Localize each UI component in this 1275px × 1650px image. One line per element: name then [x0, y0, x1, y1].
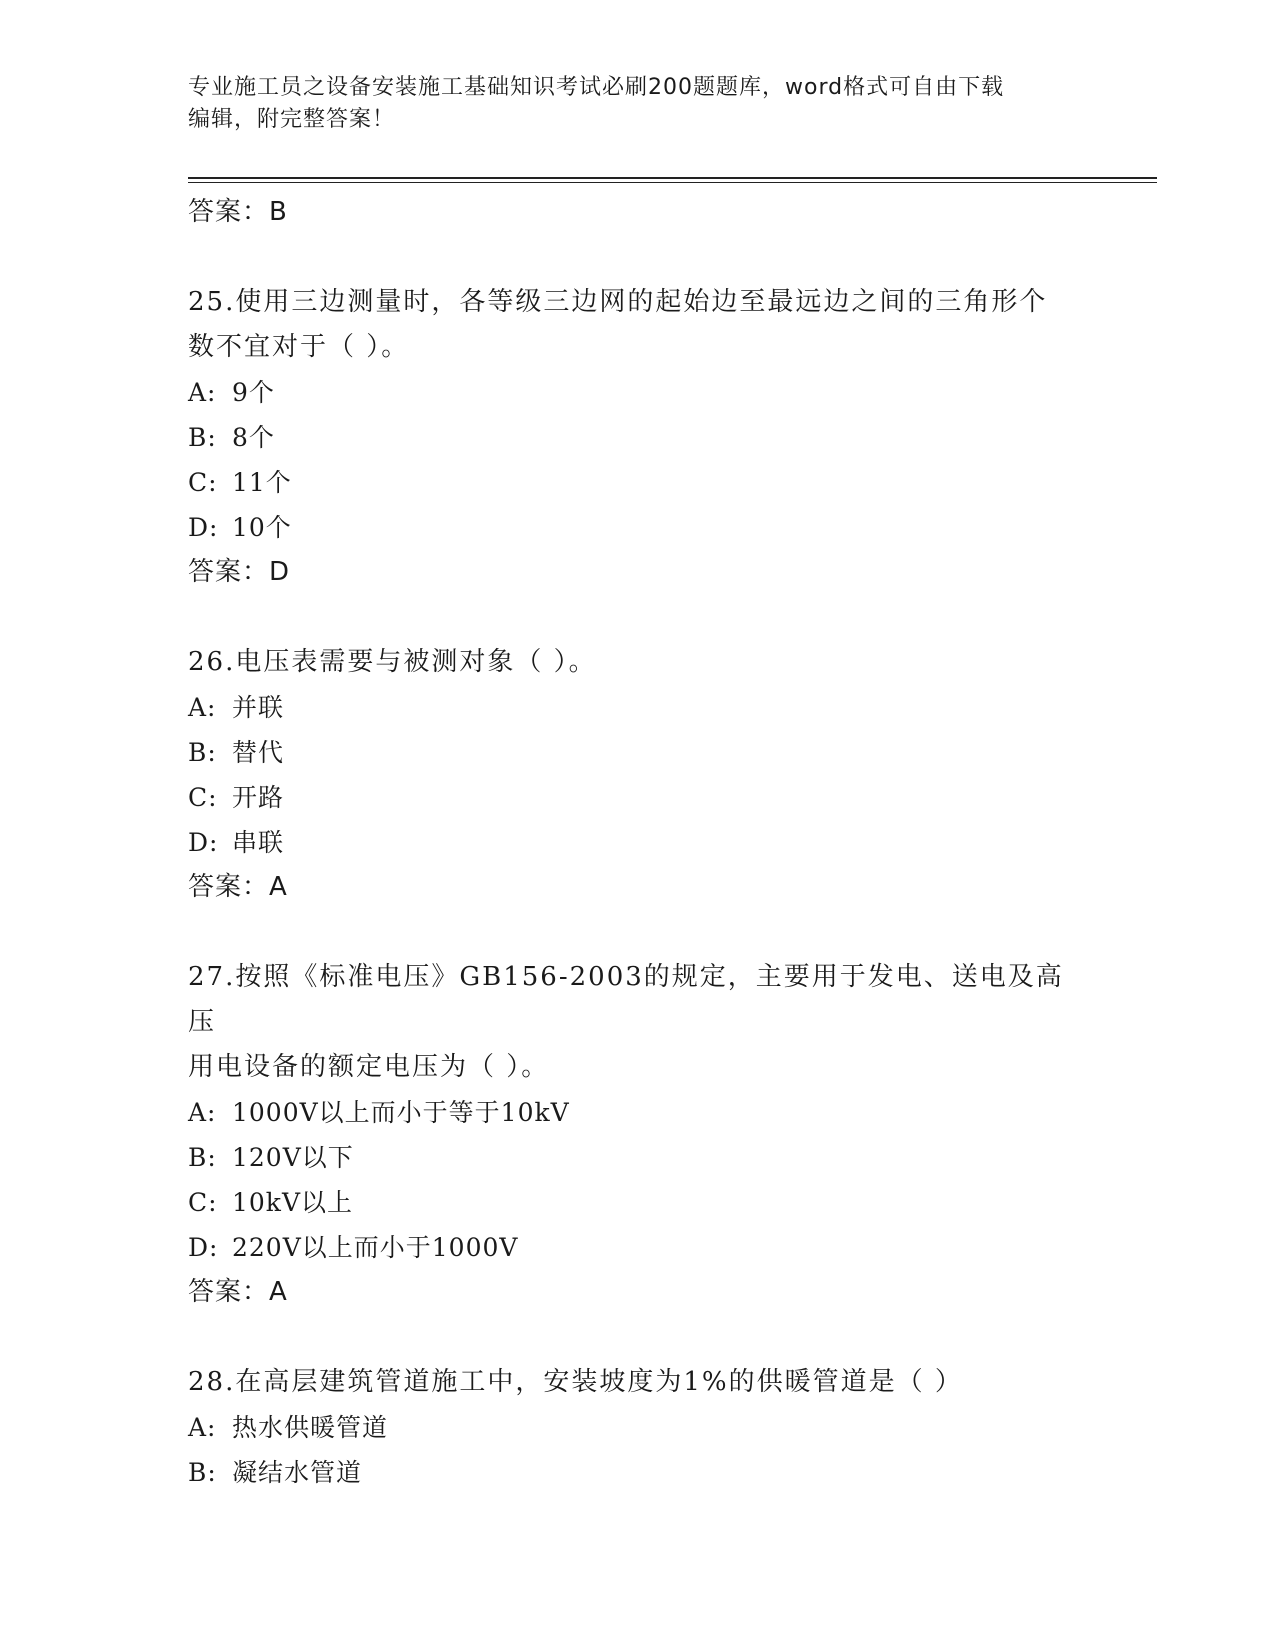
- option-text: 凝结水管道: [232, 1458, 363, 1487]
- question-text-line: 27.按照《标准电压》GB156-2003的规定，主要用于发电、送电及高压: [188, 962, 1064, 1037]
- option-text: 120V以下: [232, 1143, 354, 1172]
- option-key: B:: [188, 738, 217, 767]
- answer-line: 答案：D: [188, 557, 291, 587]
- option-text: 开路: [232, 783, 285, 812]
- question-list: [188, 190, 1088, 1495]
- option-key: C:: [188, 1188, 218, 1217]
- option-text: 8个: [232, 423, 275, 452]
- header-line-2: 编辑，附完整答案！: [188, 107, 396, 132]
- option-c: [188, 775, 1088, 820]
- option-d: [188, 505, 1088, 550]
- option-text: 11个: [232, 468, 292, 497]
- option-key: C:: [188, 468, 218, 497]
- question-text-line: 用电设备的额定电压为（ ）。: [188, 1052, 550, 1082]
- question-26: [188, 640, 1088, 909]
- option-text: 并联: [232, 693, 285, 722]
- option-text: 热水供暖管道: [232, 1413, 389, 1442]
- option-key: A:: [188, 378, 217, 407]
- option-key: A:: [188, 1098, 217, 1127]
- option-d: [188, 820, 1088, 865]
- question-text-line: 28.在高层建筑管道施工中，安装坡度为1%的供暖管道是（ ）: [188, 1367, 963, 1397]
- option-b: [188, 730, 1088, 775]
- header-rule-thick: [188, 177, 1157, 179]
- option-c: [188, 1180, 1088, 1225]
- option-a: [188, 1090, 1088, 1135]
- header-rule-thin: [188, 182, 1157, 183]
- answer-line: 答案：A: [188, 872, 288, 902]
- option-key: C:: [188, 783, 218, 812]
- question-text-line: 26.电压表需要与被测对象（ ）。: [188, 647, 597, 677]
- option-key: D:: [188, 513, 219, 542]
- option-a: [188, 685, 1088, 730]
- option-text: 串联: [232, 828, 285, 857]
- option-c: [188, 460, 1088, 505]
- option-b: [188, 1135, 1088, 1180]
- option-d: [188, 1225, 1088, 1270]
- page-header: [188, 72, 1088, 136]
- option-text: 9个: [232, 378, 275, 407]
- option-text: 220V以上而小于1000V: [232, 1233, 519, 1262]
- option-text: 1000V以上而小于等于10kV: [232, 1098, 570, 1127]
- option-b: [188, 1450, 1088, 1495]
- option-b: [188, 415, 1088, 460]
- option-key: A:: [188, 693, 217, 722]
- option-key: B:: [188, 1143, 217, 1172]
- option-key: D:: [188, 828, 219, 857]
- option-a: [188, 1405, 1088, 1450]
- question-28: [188, 1360, 1088, 1495]
- option-text: 替代: [232, 738, 285, 767]
- header-line-1: 专业施工员之设备安装施工基础知识考试必刷200题题库，word格式可自由下载: [188, 75, 1005, 100]
- option-text: 10kV以上: [232, 1188, 354, 1217]
- answer-line: 答案：B: [188, 197, 288, 227]
- question-27: [188, 955, 1088, 1314]
- answer-line: 答案：A: [188, 1277, 288, 1307]
- option-text: 10个: [232, 513, 292, 542]
- question-25: [188, 280, 1088, 594]
- option-key: A:: [188, 1413, 217, 1442]
- question-text-line: 数不宜对于（ ）。: [188, 332, 410, 362]
- option-key: B:: [188, 423, 217, 452]
- option-key: D:: [188, 1233, 219, 1262]
- option-key: B:: [188, 1458, 217, 1487]
- question-text-line: 25.使用三边测量时，各等级三边网的起始边至最远边之间的三角形个: [188, 287, 1048, 317]
- option-a: [188, 370, 1088, 415]
